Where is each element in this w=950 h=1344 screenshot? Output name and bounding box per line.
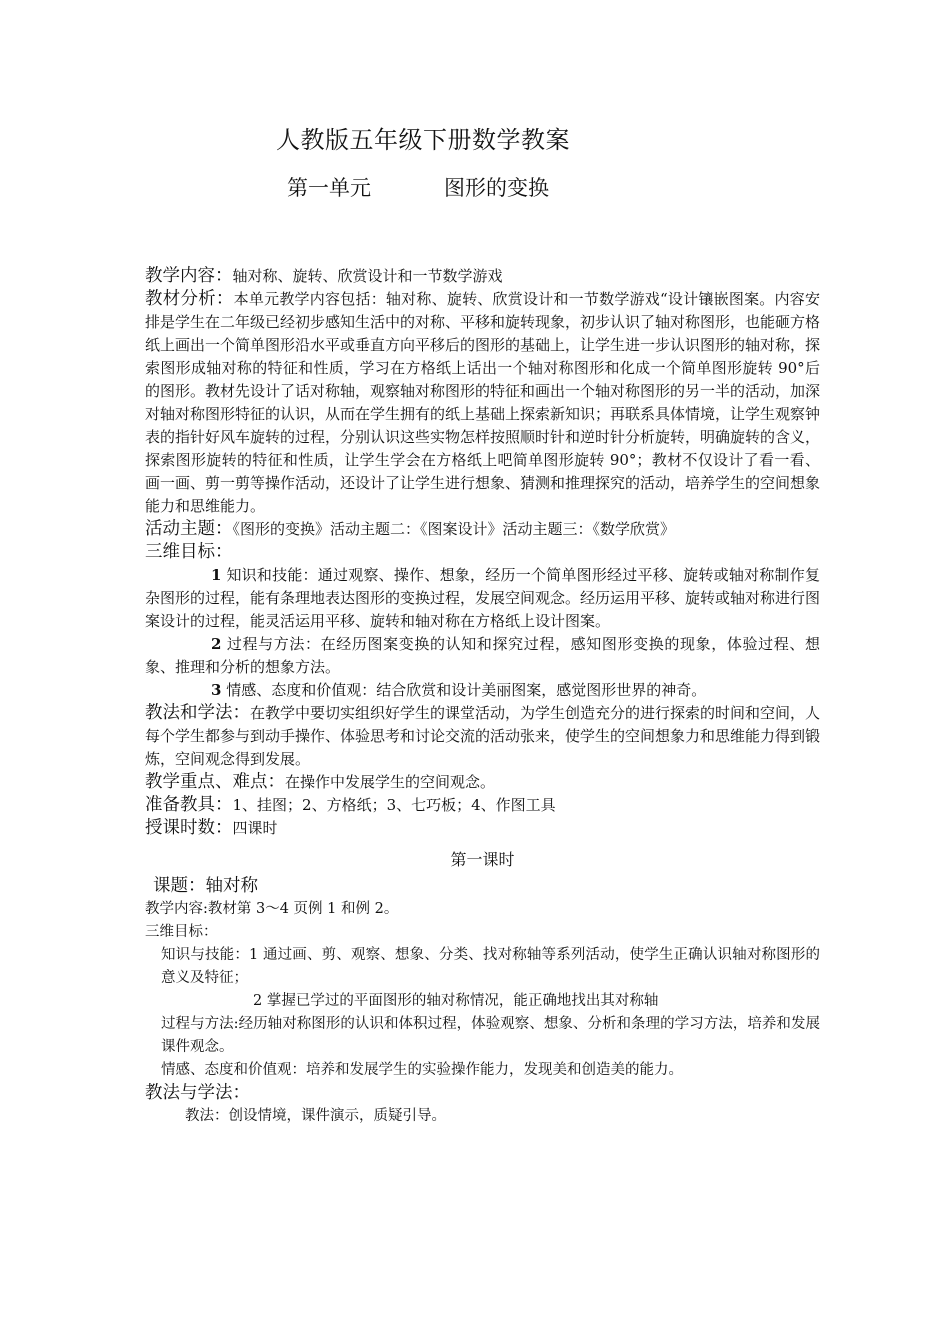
material-analysis bbox=[145, 288, 820, 518]
activity-theme-text: 《图形的变换》活动主题二：《图案设计》活动主题三：《数学欣赏》 bbox=[232, 520, 676, 538]
lesson-1-goals-label: 三维目标： bbox=[145, 924, 218, 940]
activity-theme-label: 活动主题： bbox=[145, 519, 233, 539]
document-body bbox=[145, 265, 820, 1128]
lesson-1-emotion: 情感、态度和价值观：培养和发展学生的实验操作能力，发现美和创造美的能力。 bbox=[161, 1062, 683, 1078]
teaching-tools-text: 1、挂图；2、方格纸；3、七巧板；4、作图工具 bbox=[232, 796, 556, 814]
class-hours bbox=[145, 817, 820, 840]
key-points-label: 教学重点、难点： bbox=[145, 772, 285, 792]
goal-2 bbox=[145, 633, 820, 679]
goal-3-number: 3 bbox=[211, 681, 222, 699]
teaching-content-text: 轴对称、旋转、欣赏设计和一节数学游戏 bbox=[232, 267, 503, 285]
goal-1 bbox=[145, 564, 820, 633]
goal-2-number: 2 bbox=[211, 635, 222, 653]
goal-1-text: 知识和技能：通过观察、操作、想象，经历一个简单图形经过平移、旋转或轴对称制作复杂图形的过程，能有条理地表达图形的变换过程，发展空间观念。经历运用平移、旋转或轴对称进行图案设计的过程，能灵活运用平移、旋转和轴对称在方格纸上设计图案。 bbox=[145, 566, 821, 630]
goals-label: 三维目标： bbox=[145, 542, 233, 562]
class-hours-text: 四课时 bbox=[232, 819, 278, 837]
lesson-1-heading: 第一课时 bbox=[450, 850, 515, 869]
material-analysis-text: 本单元教学内容包括：轴对称、旋转、欣赏设计和一节数学游戏“设计镶嵌图案。内容安排是学生在二年级已经初步感知生活中的对称、平移和旋转现象，初步认识了轴对称图形，也能砸方格纸上画出一个简单图形沿水平或垂直方向平移后的图形的基础上，让学生进一步认识图形的轴对称，探索图形成轴对称的特征和性质，学习在方格纸上话出一个轴对称图形和化成一个简单图形旋转 90°后的图形。教材先设计了话对称轴，观察轴对称图形的特征和画出一个轴对称图形的另一半的活动，加深对轴对称图形特征的认识，从而在学生拥有的纸上基础上探索新知识；再联系具体情境，让学生观察钟表的指针好风车旋转的过程，分别认识这些实物怎样按照顺时针和逆时针分析旋转，明确旋转的含义，探索图形旋转的特征和性质，让学生学会在方格纸上吧简单图形旋转 90°；教材不仅设计了看一看、画一画、剪一剪等操作活动，还设计了让学生进行想象、猜测和推理探究的活动，培养学生的空间想象能力和思维能力。 bbox=[145, 290, 821, 515]
key-points bbox=[145, 771, 820, 794]
unit-number: 第一单元 bbox=[287, 176, 371, 200]
unit-name: 图形的变换 bbox=[444, 176, 549, 200]
key-points-text: 在操作中发展学生的空间观念。 bbox=[285, 773, 496, 791]
material-analysis-label: 教材分析： bbox=[145, 289, 234, 309]
teaching-tools bbox=[145, 794, 820, 817]
lesson-1-knowledge-2: 2 掌握已学过的平面图形的轴对称情况，能正确地找出其对称轴 bbox=[253, 993, 659, 1009]
lesson-1-topic: 课题：轴对称 bbox=[153, 876, 258, 896]
document-title: 人教版五年级下册数学教案 bbox=[276, 126, 570, 154]
class-hours-label: 授课时数： bbox=[145, 818, 233, 838]
teaching-content bbox=[145, 265, 820, 288]
activity-theme bbox=[145, 518, 820, 541]
goal-2-text: 过程与方法：在经历图案变换的认知和探究过程，感知图形变换的现象，体验过程、想象、推理和分析的想象方法。 bbox=[145, 635, 820, 676]
teaching-method bbox=[145, 702, 820, 771]
lesson-1-process: 过程与方法:经历轴对称图形的认识和体积过程，体验观察、想象、分析和条理的学习方法，培养和发展课件观念。 bbox=[161, 1016, 820, 1055]
lesson-1-content: 教学内容:教材第 3～4 页例 1 和例 2。 bbox=[145, 901, 399, 917]
teaching-content-label: 教学内容： bbox=[145, 266, 233, 286]
lesson-1-knowledge: 知识与技能：1 通过画、剪、观察、想象、分类、找对称轴等系列活动，使学生正确认识轴对称图形的意义及特征； bbox=[161, 947, 820, 986]
teaching-tools-label: 准备教具： bbox=[145, 795, 233, 815]
lesson-1-method-label: 教法与学法： bbox=[145, 1083, 250, 1103]
goal-3 bbox=[145, 679, 820, 702]
goal-1-number: 1 bbox=[211, 566, 222, 584]
goal-3-text: 情感、态度和价值观：结合欣赏和设计美丽图案，感觉图形世界的神奇。 bbox=[226, 681, 707, 699]
teaching-method-text: 在教学中要切实组织好学生的课堂活动，为学生创造充分的进行探索的时间和空间，人每个学生都参与到动手操作、体验思考和讨论交流的活动张来，使学生的空间想象力和思维能力得到锻炼，空间观念得到发展。 bbox=[145, 704, 821, 768]
teaching-method-label: 教法和学法： bbox=[145, 703, 250, 723]
lesson-1-method-text: 教法：创设情境，课件演示，质疑引导。 bbox=[185, 1108, 446, 1124]
